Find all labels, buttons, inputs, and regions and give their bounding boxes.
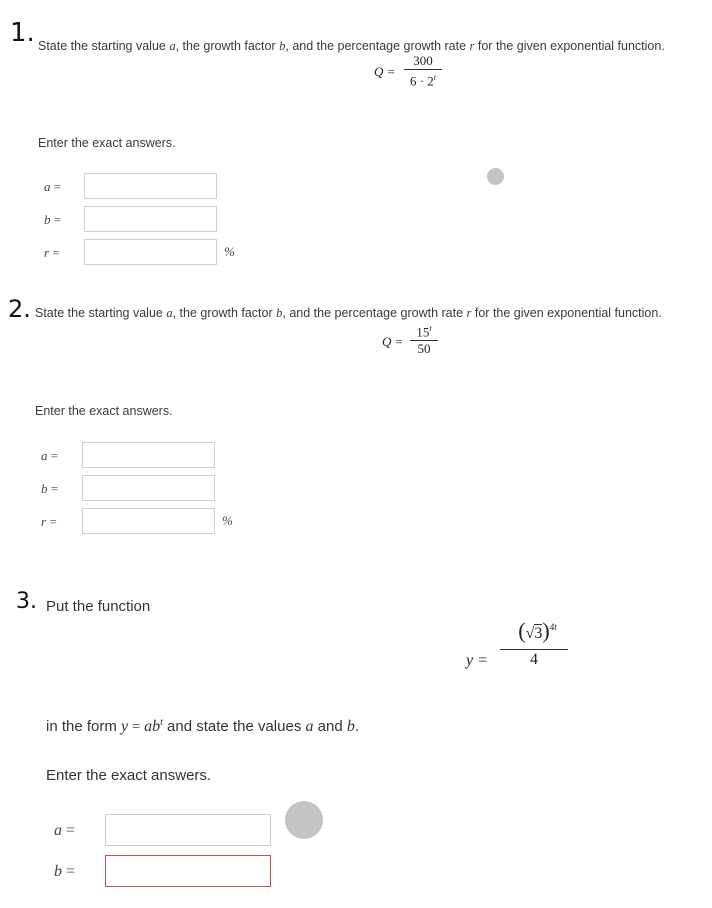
label-a: [41, 448, 58, 464]
prompt-text: and state the values: [162, 718, 306, 735]
label-var: a: [41, 448, 48, 463]
label-b: [44, 212, 61, 228]
prompt-text: State the starting value: [38, 39, 170, 53]
label-var: b: [44, 212, 51, 227]
status-indicator: [487, 168, 504, 185]
status-indicator: [285, 801, 323, 839]
question-1-prompt: [38, 39, 665, 54]
fraction-numerator: [410, 322, 438, 339]
label-var: r: [41, 514, 47, 529]
question-3-formula-lhs: [466, 652, 488, 670]
label-eq: =: [50, 212, 62, 227]
label-eq: =: [46, 514, 57, 529]
answer-a-input[interactable]: [82, 442, 215, 468]
question-1-instruction: Enter the exact answers.: [38, 136, 176, 150]
formula-lhs: Q =: [382, 334, 404, 349]
question-2-instruction: Enter the exact answers.: [35, 404, 173, 418]
var-ab: ab: [144, 718, 161, 735]
question-2-prompt: [35, 306, 662, 321]
paren-open: (: [518, 618, 526, 643]
question-3-prompt: Put the function: [46, 598, 151, 615]
formula-lhs: y =: [466, 652, 488, 669]
var-a: a: [169, 39, 176, 53]
label-eq: =: [62, 822, 76, 839]
answer-r-input[interactable]: [84, 239, 217, 265]
answer-b-input[interactable]: [105, 855, 271, 887]
prompt-text: for the given exponential function.: [471, 306, 662, 320]
question-1-fraction: [404, 54, 442, 88]
label-var: b: [41, 481, 48, 496]
prompt-text: .: [354, 718, 360, 735]
answer-r-input[interactable]: [82, 508, 215, 534]
prompt-text: and: [313, 718, 347, 735]
answer-a-input[interactable]: [84, 173, 217, 199]
fraction-bar: [500, 649, 568, 650]
question-1-number: 1.: [10, 18, 35, 48]
sqrt-icon: √: [525, 625, 535, 642]
denominator-exponent: t: [433, 73, 437, 82]
fraction-numerator: [500, 618, 568, 647]
var-r: r: [466, 306, 472, 320]
var-y: y: [121, 718, 129, 735]
question-3-form-text: [46, 717, 359, 736]
prompt-text: , and the percentage growth rate: [285, 39, 470, 53]
paren-close: ): [542, 618, 550, 643]
label-var: r: [44, 245, 50, 260]
prompt-text: , and the percentage growth rate: [282, 306, 467, 320]
var-r: r: [469, 39, 475, 53]
radicand: 3: [534, 625, 543, 642]
denominator-base: 6 · 2: [409, 73, 434, 89]
var-b: b: [276, 306, 283, 320]
prompt-text: State the starting value: [35, 306, 167, 320]
prompt-text: in the form: [46, 718, 122, 735]
numerator-exponent: t: [429, 324, 432, 333]
label-eq: =: [50, 179, 62, 194]
prompt-text: for the given exponential function.: [474, 39, 665, 53]
fraction-denominator: [404, 71, 442, 88]
question-3-fraction: [500, 618, 568, 668]
question-3-number: 3.: [16, 589, 37, 614]
label-eq: =: [62, 863, 76, 880]
fraction-denominator: 4: [530, 651, 538, 668]
label-var: b: [54, 863, 62, 880]
fraction-numerator: 300: [413, 53, 433, 68]
prompt-text: , the growth factor: [175, 39, 280, 53]
label-var: a: [44, 179, 51, 194]
question-2-fraction: [410, 322, 438, 356]
percent-sign: %: [224, 244, 235, 259]
label-eq: =: [47, 481, 59, 496]
answer-a-input[interactable]: [105, 814, 271, 846]
label-var: a: [54, 822, 62, 839]
label-eq: =: [47, 448, 59, 463]
fraction-denominator: 50: [417, 341, 431, 357]
numerator-exponent: 4t: [549, 622, 557, 632]
percent-sign: %: [222, 513, 233, 528]
label-eq: =: [49, 245, 60, 260]
var-a: a: [166, 306, 173, 320]
label-b: [41, 481, 58, 497]
numerator-base: 15: [416, 324, 430, 340]
label-a: [44, 179, 61, 195]
fraction-bar: [404, 69, 442, 70]
answer-b-input[interactable]: [82, 475, 215, 501]
answer-b-input[interactable]: [84, 206, 217, 232]
label-r: [44, 245, 60, 261]
prompt-text: , the growth factor: [172, 306, 277, 320]
formula-lhs: Q =: [374, 64, 396, 79]
var-a: a: [305, 718, 314, 735]
label-a: [54, 822, 75, 840]
var-b: b: [279, 39, 286, 53]
equals-sign: =: [128, 719, 145, 735]
question-3-instruction: Enter the exact answers.: [46, 767, 212, 784]
exponent-t: t: [160, 717, 163, 728]
label-r: [41, 514, 57, 530]
var-b: b: [346, 718, 355, 735]
label-b: [54, 863, 75, 881]
question-2-number: 2.: [8, 295, 31, 323]
